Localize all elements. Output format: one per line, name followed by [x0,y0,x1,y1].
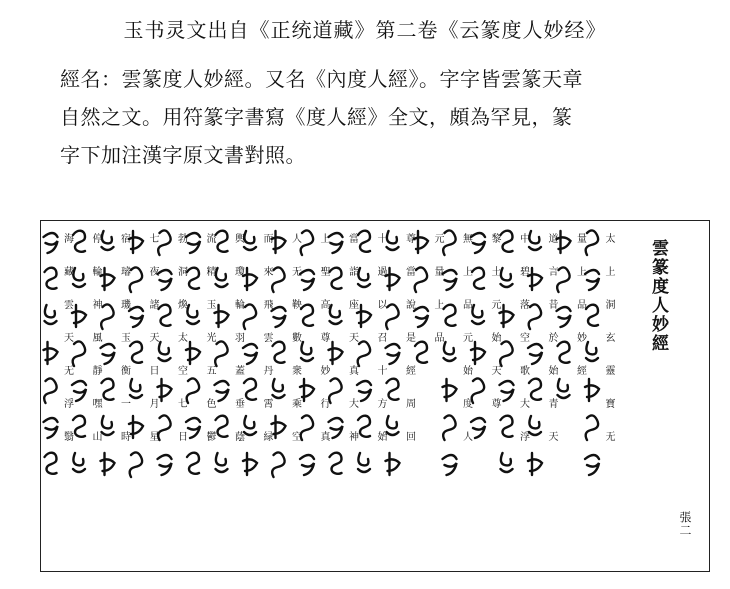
han-gloss: 上聖高尊妙行真 [318,233,329,464]
han-gloss: 尊當說是經周回 [403,233,415,464]
page-mark: 張二 [678,511,692,537]
han-gloss: 勃洞煥太空七日 [175,233,187,464]
han-gloss: 海藏雲天无浮翳 [61,233,73,464]
han-gloss: 輿瓊輪羽蓋垂蔭 [232,233,244,464]
han-gloss: 量上品妙經 [574,233,586,398]
han-gloss: 太上洞玄靈寶无 [603,233,614,464]
han-gloss: 黎土元始天尊 [489,233,500,431]
han-gloss: 停輪神風靜嘿山 [90,233,101,464]
han-gloss: 流精玉光五色鬱 [204,233,215,464]
intro-line-1: 經名：雲篆度人妙經。又名《內度人經》。字字皆雲篆天章 [60,67,583,91]
han-gloss: 道言昔於始青天 [546,233,557,464]
han-gloss: 宿璿璣玉衡一時 [118,233,130,464]
han-gloss: 無上品元始度人 [460,233,472,464]
intro-line-2: 自然之文。用符篆字書寫《度人經》全文，頗為罕見，篆 [60,105,573,129]
page-title: 玉书灵文出自《正统道藏》第二卷《云篆度人妙经》 [123,18,607,42]
scripture-scroll [40,220,710,572]
intro-text [60,60,690,174]
han-gloss: 當詣座天真大神 [346,233,358,464]
han-gloss: 元量上品 [432,233,443,365]
han-gloss: 人无鞅數衆乘空 [289,233,301,464]
han-gloss: 而來飛雲丹霄緑 [261,233,272,464]
intro-line-3: 字下加注漢字原文書對照。 [60,143,306,167]
han-gloss: 中碧落空歌大浮 [517,233,529,464]
han-gloss: 七夜諸天日月星 [147,233,158,464]
han-gloss: 十過以召十方始 [375,233,386,464]
scripture-column [40,233,88,563]
scroll-heading: 雲篆度人妙經 [648,239,668,353]
